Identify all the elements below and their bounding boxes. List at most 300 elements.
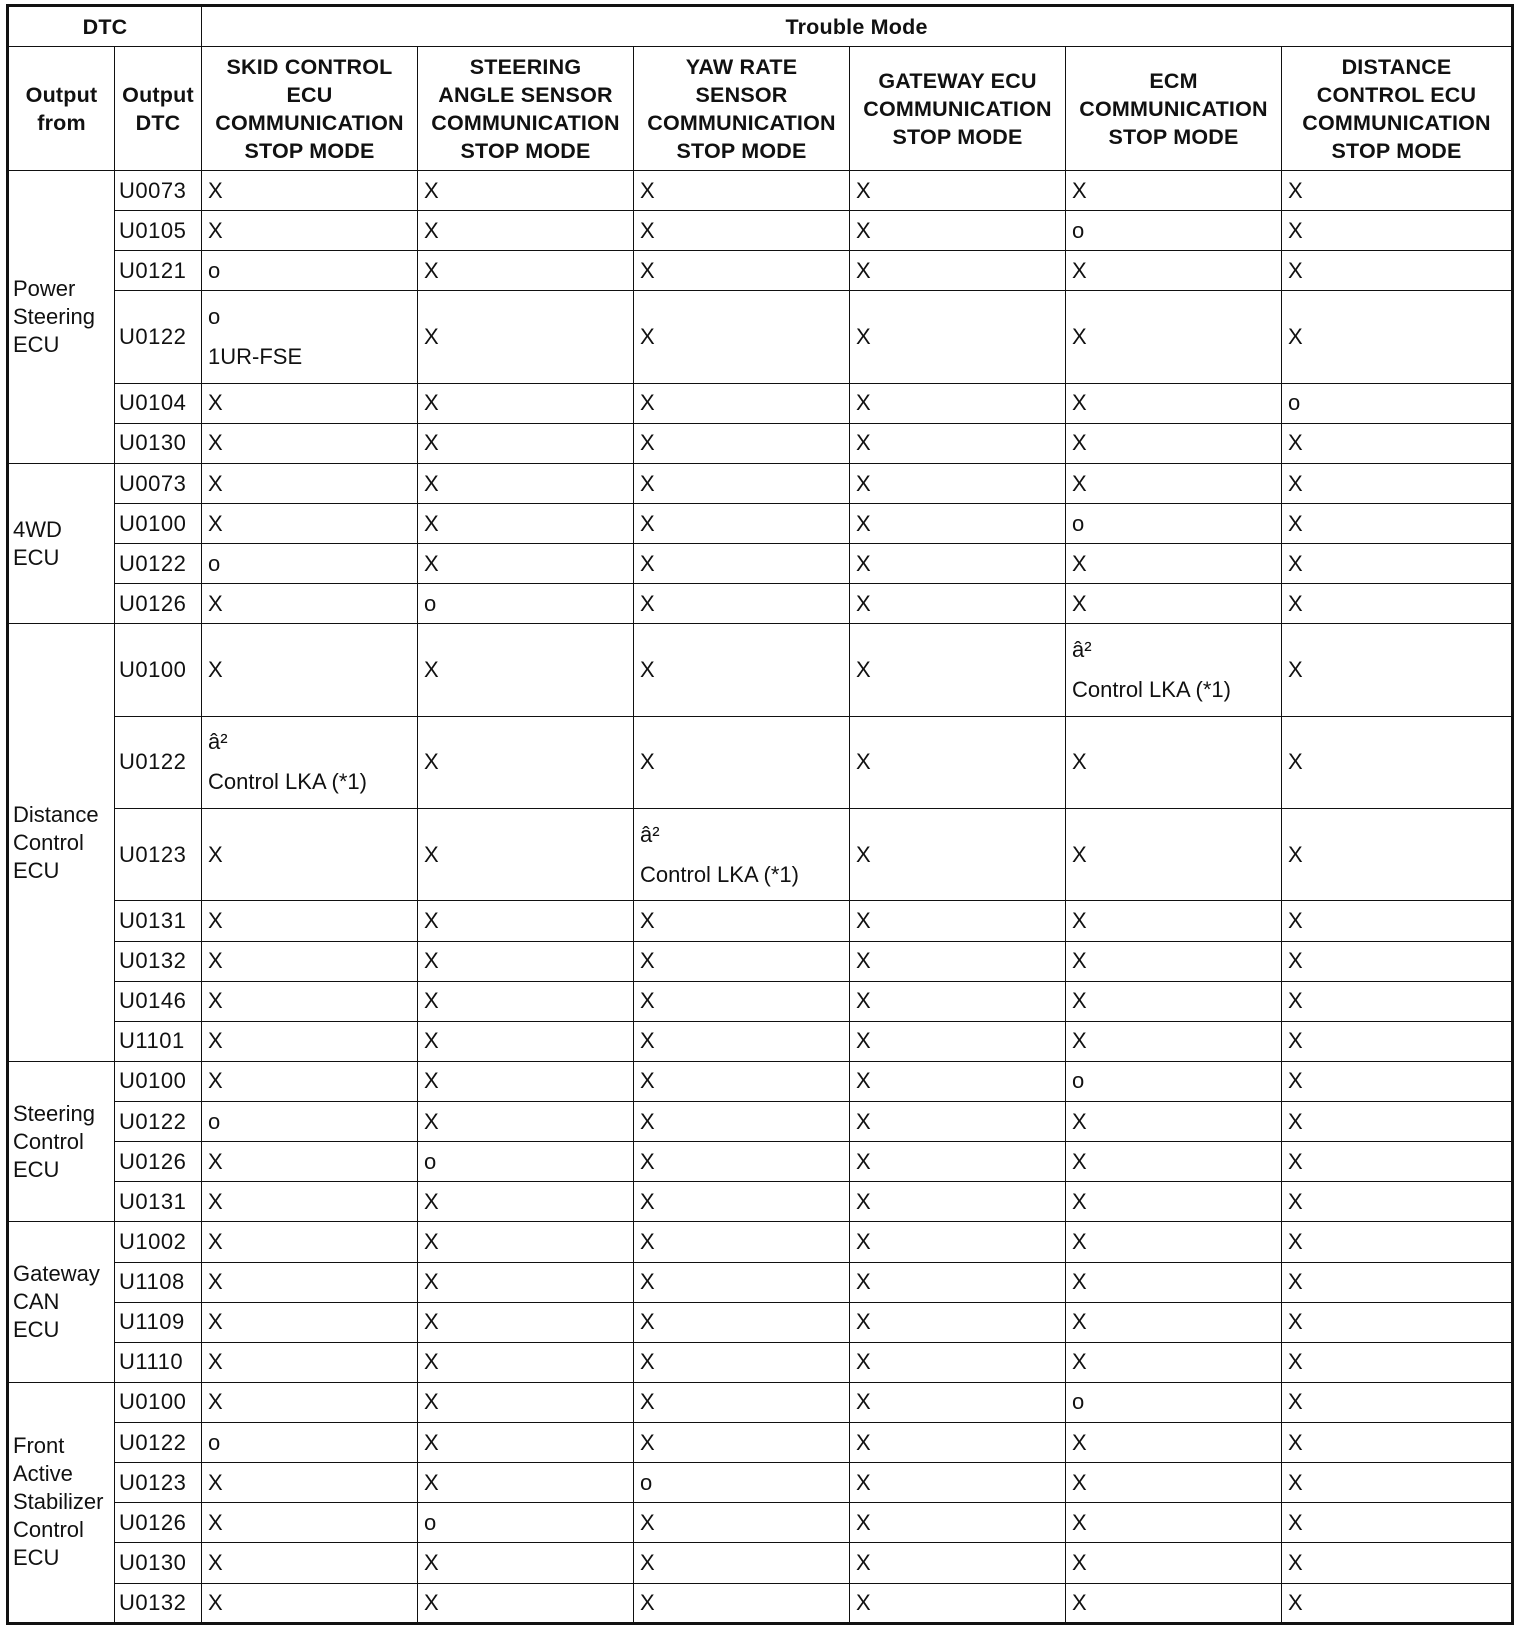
mode-value: X xyxy=(208,1068,223,1094)
mode-value-cell xyxy=(202,1021,418,1061)
mode-value: X xyxy=(208,590,223,616)
mode-value: X xyxy=(208,1549,223,1575)
mode-value-cell xyxy=(1282,809,1513,901)
mode-value-cell xyxy=(1066,171,1282,211)
mode-header-line: ECM xyxy=(1149,68,1198,93)
mode-value: X xyxy=(640,1108,655,1134)
mode-value-cell xyxy=(1282,383,1513,423)
mode-value: X xyxy=(208,948,223,974)
mode-value-cell xyxy=(1282,544,1513,584)
mode-value-cell xyxy=(634,251,850,291)
mode-value-cell xyxy=(202,171,418,211)
output-from-line: Gateway xyxy=(13,1261,100,1287)
mode-value-cell xyxy=(850,1061,1066,1101)
mode-value: X xyxy=(424,1228,439,1254)
mode-value: X xyxy=(208,1269,223,1295)
mode-value: â² xyxy=(640,821,660,847)
output-from-header xyxy=(8,47,115,171)
dtc-code-cell: U0131 xyxy=(115,1182,202,1222)
mode-value-cell xyxy=(202,1182,418,1222)
table-row xyxy=(8,1503,1513,1543)
mode-value-cell xyxy=(1282,901,1513,941)
mode-value: X xyxy=(1288,841,1303,867)
dtc-trouble-mode-table xyxy=(6,4,1514,1625)
mode-value-cell xyxy=(850,504,1066,544)
mode-value-cell xyxy=(850,1583,1066,1624)
mode-value: X xyxy=(1072,1429,1087,1455)
mode-value: X xyxy=(424,470,439,496)
mode-value-cell xyxy=(418,901,634,941)
mode-header-line: STOP MODE xyxy=(1108,124,1239,149)
mode-value: X xyxy=(640,1429,655,1455)
mode-value: X xyxy=(1288,324,1303,350)
mode-value: X xyxy=(424,948,439,974)
mode-value: X xyxy=(1288,1269,1303,1295)
mode-value-cell xyxy=(850,1222,1066,1262)
mode-value: X xyxy=(856,1188,871,1214)
mode-header-line: COMMUNICATION xyxy=(431,110,620,135)
table-row xyxy=(8,291,1513,383)
mode-value: X xyxy=(1288,1228,1303,1254)
output-from-cell xyxy=(8,1222,115,1383)
mode-value-cell xyxy=(1282,291,1513,383)
mode-value-cell xyxy=(1282,1382,1513,1422)
mode-value-cell xyxy=(202,1342,418,1382)
table-row xyxy=(8,1021,1513,1061)
mode-value-cell xyxy=(1066,584,1282,624)
mode-value-cell xyxy=(850,901,1066,941)
mode-value: X xyxy=(1072,177,1087,203)
mode-value-cell xyxy=(202,291,418,383)
mode-value-cell xyxy=(418,1061,634,1101)
mode-value: X xyxy=(640,1228,655,1254)
mode-value-cell xyxy=(850,716,1066,808)
table-row xyxy=(8,423,1513,463)
mode-header-line: COMMUNICATION xyxy=(1079,96,1268,121)
mode-value: X xyxy=(1288,1429,1303,1455)
mode-value-cell xyxy=(1066,1182,1282,1222)
mode-value-cell xyxy=(202,1382,418,1422)
output-from-cell xyxy=(8,1061,115,1222)
mode-value-cell xyxy=(418,1382,634,1422)
mode-value: X xyxy=(208,510,223,536)
mode-value: X xyxy=(1072,1509,1087,1535)
mode-value: X xyxy=(424,1429,439,1455)
mode-value-cell xyxy=(850,1543,1066,1583)
mode-value-cell xyxy=(418,171,634,211)
mode-value: X xyxy=(208,217,223,243)
mode-value: o xyxy=(424,1148,437,1174)
table-row xyxy=(8,1061,1513,1101)
output-from-line: ECU xyxy=(13,544,60,570)
mode-value: X xyxy=(640,510,655,536)
mode-value-cell xyxy=(202,1102,418,1142)
mode-value: X xyxy=(856,1389,871,1415)
mode-value-cell xyxy=(850,1503,1066,1543)
mode-value: X xyxy=(208,390,223,416)
mode-value: X xyxy=(424,390,439,416)
mode-value: X xyxy=(640,1028,655,1054)
mode-value: X xyxy=(640,1068,655,1094)
mode-value-note: Control LKA (*1) xyxy=(1072,677,1231,703)
mode-value: X xyxy=(1288,948,1303,974)
mode-value-cell xyxy=(1282,981,1513,1021)
mode-value: X xyxy=(424,217,439,243)
mode-value-cell xyxy=(850,981,1066,1021)
mode-value: X xyxy=(856,749,871,775)
table-row xyxy=(8,211,1513,251)
mode-value-cell xyxy=(202,809,418,901)
mode-value-cell xyxy=(202,1142,418,1182)
mode-value-cell xyxy=(418,291,634,383)
output-from-line: 4WD xyxy=(13,516,62,542)
mode-value-cell xyxy=(202,584,418,624)
mode-header-line: SKID CONTROL xyxy=(226,54,393,79)
mode-value: X xyxy=(424,749,439,775)
mode-value-cell xyxy=(202,251,418,291)
mode-value: X xyxy=(856,1028,871,1054)
mode-value: X xyxy=(1288,1389,1303,1415)
dtc-code-cell: U0122 xyxy=(115,716,202,808)
mode-value: X xyxy=(424,550,439,576)
mode-value-cell xyxy=(634,941,850,981)
mode-value: X xyxy=(1288,749,1303,775)
mode-value: X xyxy=(1072,1549,1087,1575)
dtc-code-cell: U0100 xyxy=(115,1061,202,1101)
mode-value: X xyxy=(640,1589,655,1615)
table-row xyxy=(8,544,1513,584)
mode-value-cell xyxy=(1066,901,1282,941)
mode-value: X xyxy=(208,1469,223,1495)
dtc-code-cell: U0126 xyxy=(115,1503,202,1543)
mode-value-cell xyxy=(202,1061,418,1101)
mode-value-cell xyxy=(418,624,634,716)
mode-value: X xyxy=(1288,1549,1303,1575)
mode-header-line: COMMUNICATION xyxy=(647,110,836,135)
table-row xyxy=(8,1142,1513,1182)
mode-value-cell xyxy=(1282,584,1513,624)
mode-value-cell xyxy=(202,716,418,808)
output-from-line: Steering xyxy=(13,1100,95,1126)
mode-value: X xyxy=(1288,1148,1303,1174)
output-from-line: ECU xyxy=(13,331,60,357)
dtc-code-cell: U0130 xyxy=(115,423,202,463)
mode-header-line: COMMUNICATION xyxy=(863,96,1052,121)
table-row xyxy=(8,1342,1513,1382)
dtc-code-cell: U0122 xyxy=(115,1423,202,1463)
mode-value-cell xyxy=(1282,1423,1513,1463)
table-row xyxy=(8,1382,1513,1422)
mode-value-cell xyxy=(418,383,634,423)
mode-value: X xyxy=(208,1188,223,1214)
mode-value: X xyxy=(208,907,223,933)
mode-value: X xyxy=(856,841,871,867)
mode-value-cell xyxy=(634,1222,850,1262)
mode-value-cell xyxy=(1066,1342,1282,1382)
mode-value-cell xyxy=(202,504,418,544)
mode-value-cell xyxy=(1066,1262,1282,1302)
mode-value: X xyxy=(424,257,439,283)
mode-value-cell xyxy=(418,1182,634,1222)
mode-value: X xyxy=(640,1269,655,1295)
mode-value: o xyxy=(208,257,221,283)
mode-value: X xyxy=(208,430,223,456)
mode-value-cell xyxy=(1066,624,1282,716)
mode-value-cell xyxy=(634,1142,850,1182)
output-from-line: Stabilizer xyxy=(13,1489,104,1515)
mode-value: X xyxy=(424,1108,439,1134)
mode-value-cell xyxy=(1282,1463,1513,1503)
mode-header-line: STOP MODE xyxy=(460,138,591,163)
mode-value-cell xyxy=(1282,1342,1513,1382)
mode-value-cell xyxy=(850,544,1066,584)
mode-value: X xyxy=(1288,1349,1303,1375)
table-row xyxy=(8,941,1513,981)
output-from-line: Control xyxy=(13,829,84,855)
mode-value: o xyxy=(424,1509,437,1535)
mode-value: X xyxy=(1072,907,1087,933)
mode-value-cell xyxy=(1066,423,1282,463)
mode-value-cell xyxy=(1066,1102,1282,1142)
mode-value: X xyxy=(1072,1589,1087,1615)
mode-value: X xyxy=(856,1068,871,1094)
output-dtc-header-line: DTC xyxy=(135,110,181,135)
output-from-cell xyxy=(8,624,115,1061)
mode-value-cell xyxy=(634,1342,850,1382)
mode-value-cell xyxy=(634,383,850,423)
mode-header-line: STOP MODE xyxy=(676,138,807,163)
mode-value: X xyxy=(1072,1469,1087,1495)
mode-value-note: Control LKA (*1) xyxy=(640,861,799,887)
mode-value-cell xyxy=(850,624,1066,716)
mode-value: X xyxy=(856,177,871,203)
mode-value: X xyxy=(1072,1188,1087,1214)
mode-value-cell xyxy=(418,716,634,808)
mode-value: X xyxy=(856,1148,871,1174)
output-from-line: Power xyxy=(13,275,76,301)
mode-value: X xyxy=(640,657,655,683)
mode-value-cell xyxy=(1282,251,1513,291)
mode-value: X xyxy=(640,177,655,203)
mode-header-line: STOP MODE xyxy=(1331,138,1462,163)
mode-value: X xyxy=(424,907,439,933)
mode-value: X xyxy=(640,1188,655,1214)
output-from-line: Control xyxy=(13,1128,84,1154)
mode-header-line: STOP MODE xyxy=(244,138,375,163)
mode-value-cell xyxy=(850,251,1066,291)
mode-value: X xyxy=(856,590,871,616)
mode-value-note: 1UR-FSE xyxy=(208,344,303,370)
table-row xyxy=(8,1423,1513,1463)
mode-value-cell xyxy=(850,1182,1066,1222)
mode-value: X xyxy=(640,1549,655,1575)
mode-value-cell xyxy=(202,1463,418,1503)
mode-value: X xyxy=(856,1469,871,1495)
mode-value-cell xyxy=(634,291,850,383)
dtc-code-cell: U0073 xyxy=(115,463,202,503)
mode-value-cell xyxy=(634,1423,850,1463)
mode-value: X xyxy=(424,1349,439,1375)
mode-value: X xyxy=(1288,217,1303,243)
output-from-header-line: from xyxy=(37,110,86,135)
dtc-code-cell: U0126 xyxy=(115,1142,202,1182)
mode-value: X xyxy=(424,988,439,1014)
mode-value: o xyxy=(208,550,221,576)
output-from-line: Front xyxy=(13,1433,65,1459)
mode-value: X xyxy=(856,988,871,1014)
dtc-code-cell: U0123 xyxy=(115,809,202,901)
table-body xyxy=(8,171,1513,1624)
dtc-code-cell: U1110 xyxy=(115,1342,202,1382)
dtc-code-cell: U0123 xyxy=(115,1463,202,1503)
mode-value: X xyxy=(640,217,655,243)
mode-header-ecm xyxy=(1066,47,1282,171)
mode-value: X xyxy=(856,324,871,350)
output-from-line: Control xyxy=(13,1517,84,1543)
mode-value-cell xyxy=(1282,423,1513,463)
dtc-code-cell: U0130 xyxy=(115,1543,202,1583)
mode-value: X xyxy=(640,257,655,283)
mode-value-cell xyxy=(634,1463,850,1503)
mode-value-cell xyxy=(850,1423,1066,1463)
mode-value: X xyxy=(640,1148,655,1174)
mode-value-cell xyxy=(850,1021,1066,1061)
dtc-code-cell: U0100 xyxy=(115,1382,202,1422)
table-row xyxy=(8,171,1513,211)
mode-value-cell xyxy=(418,1262,634,1302)
mode-value-cell xyxy=(1066,1543,1282,1583)
table-row xyxy=(8,504,1513,544)
mode-value: X xyxy=(208,1309,223,1335)
mode-value-cell xyxy=(850,1342,1066,1382)
mode-header-line: COMMUNICATION xyxy=(215,110,404,135)
mode-value-cell xyxy=(202,901,418,941)
mode-value: o xyxy=(208,1429,221,1455)
mode-header-line: STEERING xyxy=(469,54,582,79)
mode-value: X xyxy=(856,470,871,496)
mode-value: X xyxy=(208,657,223,683)
mode-value-cell xyxy=(1066,1021,1282,1061)
dtc-code-cell: U0121 xyxy=(115,251,202,291)
output-from-line: Distance xyxy=(13,801,99,827)
mode-value-cell xyxy=(1066,211,1282,251)
mode-value-cell xyxy=(202,1302,418,1342)
mode-value-cell xyxy=(1282,1061,1513,1101)
mode-value: X xyxy=(640,470,655,496)
mode-value: X xyxy=(1288,1068,1303,1094)
mode-value: o xyxy=(640,1469,653,1495)
table-row xyxy=(8,901,1513,941)
mode-value: X xyxy=(424,510,439,536)
mode-value: X xyxy=(1288,590,1303,616)
mode-value: X xyxy=(1072,1228,1087,1254)
mode-value-cell xyxy=(1282,1142,1513,1182)
table-row xyxy=(8,463,1513,503)
mode-value-cell xyxy=(634,171,850,211)
mode-value-cell xyxy=(1066,291,1282,383)
mode-value-cell xyxy=(1282,1543,1513,1583)
mode-value-cell xyxy=(1066,504,1282,544)
mode-value-cell xyxy=(418,1021,634,1061)
mode-value-cell xyxy=(1066,1583,1282,1624)
mode-value-cell xyxy=(418,1302,634,1342)
mode-value-cell xyxy=(850,1102,1066,1142)
dtc-code-cell: U1101 xyxy=(115,1021,202,1061)
dtc-code-cell: U1002 xyxy=(115,1222,202,1262)
mode-value-cell xyxy=(634,1503,850,1543)
mode-value: X xyxy=(208,1349,223,1375)
mode-value: X xyxy=(856,1349,871,1375)
mode-value: X xyxy=(640,749,655,775)
mode-value: X xyxy=(1072,988,1087,1014)
mode-value: X xyxy=(640,1309,655,1335)
mode-value-cell xyxy=(850,423,1066,463)
mode-value-cell xyxy=(634,1382,850,1422)
mode-value: o xyxy=(1072,217,1085,243)
mode-value: o xyxy=(1072,1389,1085,1415)
mode-value-cell xyxy=(634,584,850,624)
mode-value: X xyxy=(1288,177,1303,203)
mode-value: X xyxy=(856,657,871,683)
dtc-code-cell: U0132 xyxy=(115,1583,202,1624)
mode-value: X xyxy=(856,510,871,536)
mode-header-line: GATEWAY ECU xyxy=(878,68,1037,93)
mode-value: X xyxy=(1072,841,1087,867)
mode-value-cell xyxy=(1066,544,1282,584)
mode-value-cell xyxy=(634,1262,850,1302)
mode-value: X xyxy=(856,257,871,283)
table-row xyxy=(8,1222,1513,1262)
mode-value-cell xyxy=(850,1382,1066,1422)
mode-header-line: CONTROL ECU xyxy=(1316,82,1477,107)
mode-value-cell xyxy=(1066,1222,1282,1262)
mode-value: X xyxy=(640,430,655,456)
mode-value-cell xyxy=(1282,504,1513,544)
mode-value: X xyxy=(208,1028,223,1054)
mode-value-cell xyxy=(418,544,634,584)
mode-value: X xyxy=(640,390,655,416)
mode-value-cell xyxy=(202,1543,418,1583)
dtc-header: DTC xyxy=(8,6,202,47)
mode-value: X xyxy=(640,1389,655,1415)
mode-value-cell xyxy=(1066,383,1282,423)
mode-value-cell xyxy=(1066,1302,1282,1342)
mode-value: X xyxy=(1288,257,1303,283)
mode-value-cell xyxy=(1282,171,1513,211)
mode-value-cell xyxy=(418,1423,634,1463)
dtc-code-cell: U0122 xyxy=(115,544,202,584)
mode-value-cell xyxy=(634,624,850,716)
mode-header-gateway-ecu xyxy=(850,47,1066,171)
mode-value: X xyxy=(208,1509,223,1535)
mode-value-cell xyxy=(850,941,1066,981)
mode-value: X xyxy=(1072,257,1087,283)
mode-value-cell xyxy=(418,463,634,503)
mode-value-cell xyxy=(418,1342,634,1382)
mode-value-cell xyxy=(418,251,634,291)
mode-value: X xyxy=(1288,988,1303,1014)
output-from-cell xyxy=(8,463,115,624)
mode-value: X xyxy=(424,430,439,456)
mode-value-cell xyxy=(1282,716,1513,808)
mode-header-skid-control xyxy=(202,47,418,171)
mode-value: o xyxy=(424,590,437,616)
mode-value-cell xyxy=(634,544,850,584)
mode-value: X xyxy=(424,1389,439,1415)
mode-value-cell xyxy=(1282,463,1513,503)
mode-value-cell xyxy=(850,809,1066,901)
mode-value: X xyxy=(1072,1269,1087,1295)
